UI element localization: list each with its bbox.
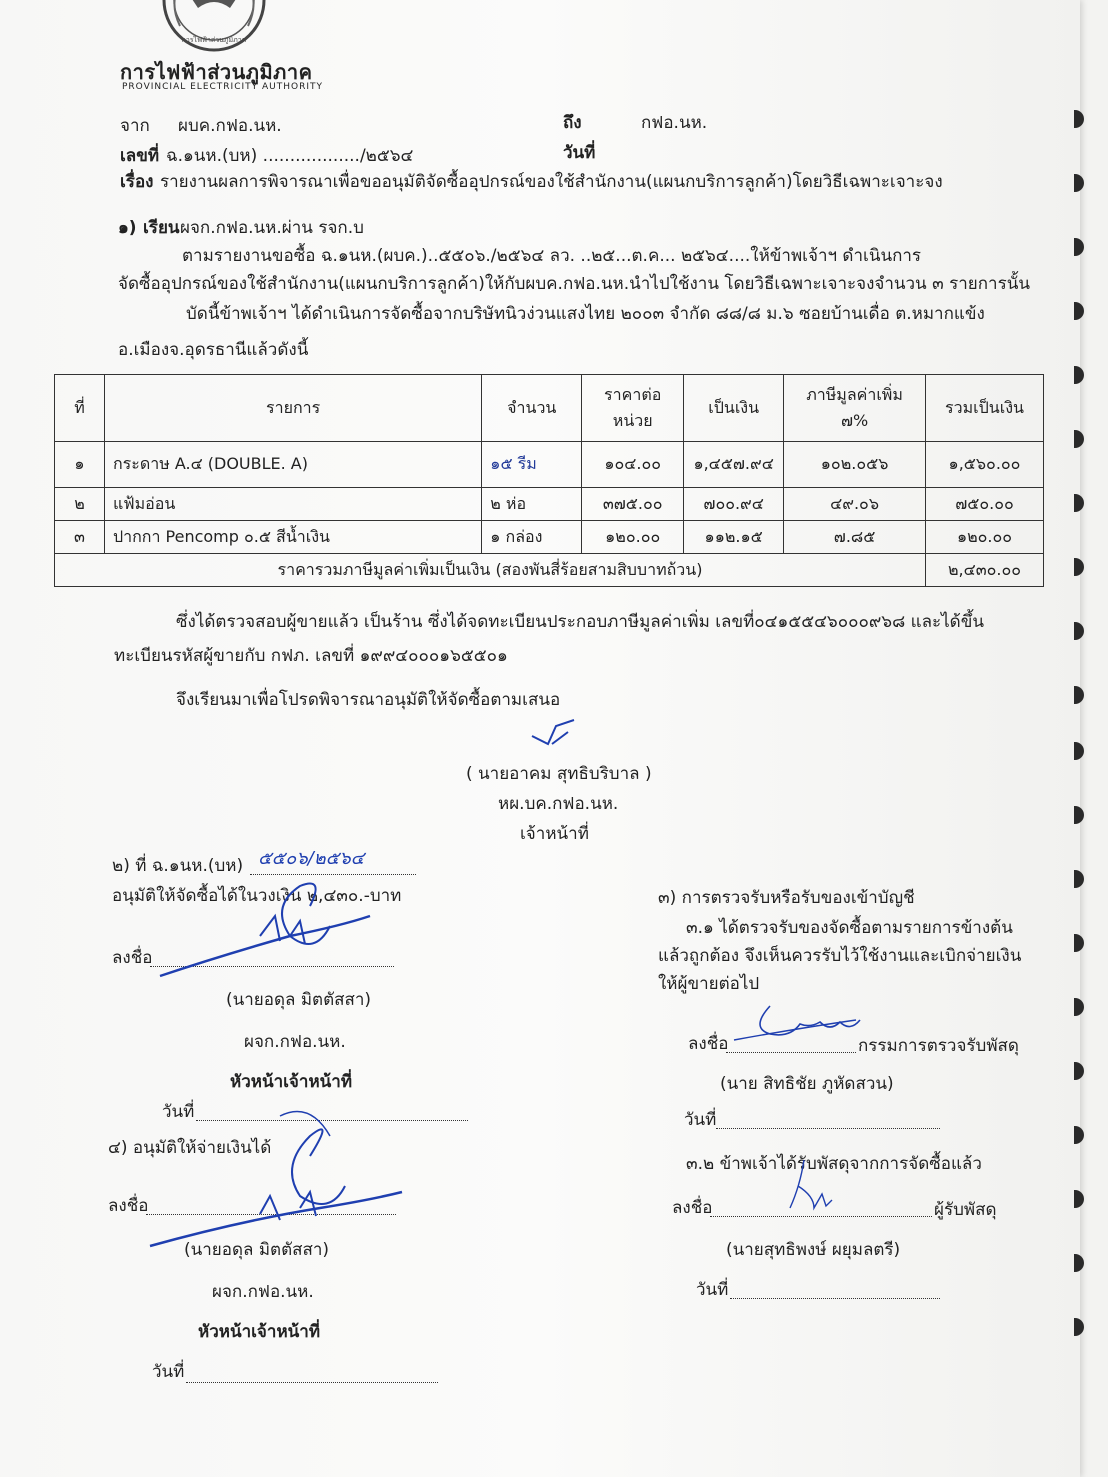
- section4-signature: [140, 1096, 410, 1256]
- section3-signature-2: [780, 1156, 840, 1216]
- unit-price-line1: ราคาต่อ: [604, 385, 662, 405]
- svg-text:การไฟฟ้าส่วนภูมิภาค: การไฟฟ้าส่วนภูมิภาค: [181, 36, 247, 44]
- section3-date2-dots: [730, 1298, 940, 1299]
- col-header-vat: [784, 375, 926, 442]
- section3-title: ๓) การตรวจรับหรือรับของเข้าบัญชี: [658, 888, 915, 908]
- addressee-label: เรียน: [143, 218, 180, 238]
- para2-line2: ทะเบียนรหัสผู้ขายกับ กฟภ. เลขที่ ๑๙๙๔๐๐๐๑๖๕๕๐๑: [114, 646, 508, 666]
- addressee-value: ผจก.กฟอ.นห.ผ่าน รจก.บ: [180, 218, 364, 238]
- addressee-number: ๑): [118, 218, 137, 238]
- row-unit-price: ๓๗๕.๐๐: [582, 488, 684, 521]
- unit-price-line2: หน่วย: [612, 411, 653, 430]
- section4-title: ๔) อนุมัติให้จ่ายเงินได้: [108, 1138, 272, 1158]
- section2-sign-label: ลงชื่อ: [112, 948, 153, 968]
- section3-sign2-label: ลงชื่อ: [672, 1198, 713, 1218]
- para2-line1: ซึ่งได้ตรวจสอบผู้ขายแล้ว เป็นร้าน ซึ่งได้จดทะเบียนประกอบภาษีมูลค่าเพิ่ม เลขที่๐๔๑๕๕๔๖๐๐๐๙๖๘ และได้ขึ้น: [176, 612, 984, 632]
- row-qty: ๒ ห่อ: [482, 488, 582, 521]
- table-summary-row: [55, 554, 1044, 587]
- section2-signature: [140, 866, 380, 996]
- para2-line3: จึงเรียนมาเพื่อโปรดพิจารณาอนุมัติให้จัดซื้อตามเสนอ: [176, 690, 561, 710]
- from-value: ผบค.กฟอ.นห.: [178, 116, 282, 136]
- table-row: [55, 488, 1044, 521]
- section3-name1: (นาย สิทธิชัย ภูหัดสวน): [720, 1074, 894, 1094]
- table-row: [55, 442, 1044, 488]
- section3-sign2-dots: [710, 1216, 932, 1217]
- row-no: ๒: [55, 488, 105, 521]
- org-name-thai: การไฟฟ้าส่วนภูมิภาค: [120, 60, 313, 84]
- section4-date-label: วันที่: [152, 1362, 185, 1382]
- section2-role: หัวหน้าเจ้าหน้าที่: [230, 1072, 353, 1092]
- from-label: จาก: [120, 116, 150, 136]
- row-qty: ๑๕ รีม: [482, 442, 582, 488]
- ref-label: เลขที่: [120, 146, 160, 166]
- to-value: กฟอ.นห.: [641, 113, 708, 133]
- col-header-unit-price: [582, 375, 684, 442]
- section3-sub1-line3: ให้ผู้ขายต่อไป: [658, 974, 760, 994]
- to-label: ถึง: [563, 113, 582, 133]
- section3-sign1-role: กรรมการตรวจรับพัสดุ: [858, 1036, 1019, 1056]
- row-no: ๑: [55, 442, 105, 488]
- officer-position: หผ.บค.กฟอ.นห.: [498, 794, 619, 814]
- officer-signature: [528, 714, 580, 750]
- row-total: ๑,๕๖๐.๐๐: [926, 442, 1044, 488]
- underlying-sheet: [1080, 0, 1108, 1477]
- row-qty: ๑ กล่อง: [482, 521, 582, 554]
- table-row: [55, 521, 1044, 554]
- section4-date-dots: [186, 1382, 438, 1383]
- row-vat: ๗.๘๕: [784, 521, 926, 554]
- row-item: กระดาษ A.๔ (DOUBLE. A): [104, 442, 481, 488]
- subject-label: เรื่อง: [120, 172, 154, 192]
- col-header-no: ที่: [55, 375, 105, 442]
- section3-signature-1: [730, 998, 890, 1048]
- summary-total: ๒,๔๓๐.๐๐: [926, 554, 1044, 587]
- date-label: วันที่: [563, 143, 596, 163]
- section4-sign-label: ลงชื่อ: [108, 1196, 149, 1216]
- table-header-row: [55, 375, 1044, 442]
- para1-line3: บัดนี้ข้าพเจ้าฯ ได้ดำเนินการจัดซื้อจากบริษัทนิวง่วนแสงไทย ๒๐๐๓ จำกัด ๘๘/๘ ม.๖ ซอยบ้านเดื่อ ต.หมากแข้ง: [186, 304, 985, 324]
- section3-name2: (นายสุทธิพงษ์ ผยุมลตรี): [726, 1240, 901, 1260]
- ref-value: ฉ.๑นห.(บห) ................../๒๕๖๔: [166, 146, 414, 166]
- row-amount: ๑,๔๕๗.๙๔: [684, 442, 784, 488]
- section3-sign1-dots: [726, 1052, 856, 1053]
- vat-line2: ๗%: [840, 411, 869, 430]
- section3-sign1-label: ลงชื่อ: [688, 1034, 729, 1054]
- section2-name: (นายอดุล มิตตัสสา): [226, 990, 372, 1010]
- org-name-english: PROVINCIAL ELECTRICITY AUTHORITY: [122, 82, 323, 92]
- row-vat: ๑๐๒.๐๕๖: [784, 442, 926, 488]
- section4-role: หัวหน้าเจ้าหน้าที่: [198, 1322, 321, 1342]
- items-table: [54, 374, 1044, 587]
- row-unit-price: ๑๒๐.๐๐: [582, 521, 684, 554]
- col-header-total: รวมเป็นเงิน: [926, 375, 1044, 442]
- row-total: ๗๕๐.๐๐: [926, 488, 1044, 521]
- section2-date-label: วันที่: [162, 1102, 195, 1122]
- col-header-item: รายการ: [104, 375, 481, 442]
- row-item: ปากกา Pencomp ๐.๕ สีน้ำเงิน: [104, 521, 481, 554]
- subject-value: รายงานผลการพิจารณาเพื่อขออนุมัติจัดซื้ออุปกรณ์ของใช้สำนักงาน(แผนกบริการลูกค้า)โดยวิธีเฉพาะเจาะจง: [160, 172, 943, 192]
- col-header-amount: เป็นเงิน: [684, 375, 784, 442]
- section3-date2-label: วันที่: [696, 1280, 729, 1300]
- row-unit-price: ๑๐๔.๐๐: [582, 442, 684, 488]
- section3-date1-dots: [716, 1128, 940, 1129]
- section2-position: ผจก.กฟอ.นห.: [244, 1032, 346, 1052]
- row-vat: ๔๙.๐๖: [784, 488, 926, 521]
- col-header-qty: จำนวน: [482, 375, 582, 442]
- section3-sub2: ๓.๒ ข้าพเจ้าได้รับพัสดุจากการจัดซื้อแล้ว: [686, 1154, 982, 1174]
- summary-label: ราคารวมภาษีมูลค่าเพิ่มเป็นเงิน (สองพันสี่ร้อยสามสิบบาทถ้วน): [55, 554, 926, 587]
- section4-position: ผจก.กฟอ.นห.: [212, 1282, 314, 1302]
- section2-approve-line: อนุมัติให้จัดซื้อได้ในวงเงิน ๒,๔๓๐.-บาท: [112, 886, 402, 906]
- section3-date1-label: วันที่: [684, 1110, 717, 1130]
- section3-sub1-line2: แล้วถูกต้อง จึงเห็นควรรับไว้ใช้งานและเบิกจ่ายเงิน: [658, 946, 1022, 966]
- row-amount: ๑๑๒.๑๕: [684, 521, 784, 554]
- para1-line1: ตามรายงานขอซื้อ ฉ.๑นห.(ผบค.)..๕๕๐๖./๒๕๖๔ ลว. ..๒๕...ต.ค... ๒๕๖๔....ให้ข้าพเจ้าฯ ดำเนินการ: [182, 246, 922, 266]
- pea-seal-icon: [160, 0, 268, 58]
- officer-name: ( นายอาคม สุทธิบริบาล ): [466, 764, 652, 784]
- section3-sign2-role: ผู้รับพัสดุ: [934, 1200, 997, 1220]
- section2-ref-label: ๒) ที่ ฉ.๑นห.(บห): [112, 856, 244, 876]
- section4-name: (นายอดุล มิตตัสสา): [184, 1240, 330, 1260]
- section2-handwritten-ref: ๕๕๐๖/๒๕๖๔: [258, 848, 365, 869]
- para1-line4: อ.เมืองจ.อุดรธานีแล้วดังนี้: [118, 340, 309, 360]
- row-amount: ๗๐๐.๙๔: [684, 488, 784, 521]
- para1-line2: จัดซื้ออุปกรณ์ของใช้สำนักงาน(แผนกบริการลูกค้า)ให้กับผบค.กฟอ.นห.นำไปใช้งาน โดยวิธีเฉพาะเจาะจงจำนวน ๓ รายการนั้น: [118, 274, 1030, 294]
- row-total: ๑๒๐.๐๐: [926, 521, 1044, 554]
- vat-line1: ภาษีมูลค่าเพิ่ม: [806, 385, 903, 405]
- section3-sub1-line1: ๓.๑ ได้ตรวจรับของจัดซื้อตามรายการข้างต้น: [686, 918, 1013, 938]
- row-item: แฟ้มอ่อน: [104, 488, 481, 521]
- officer-role: เจ้าหน้าที่: [520, 824, 589, 844]
- row-no: ๓: [55, 521, 105, 554]
